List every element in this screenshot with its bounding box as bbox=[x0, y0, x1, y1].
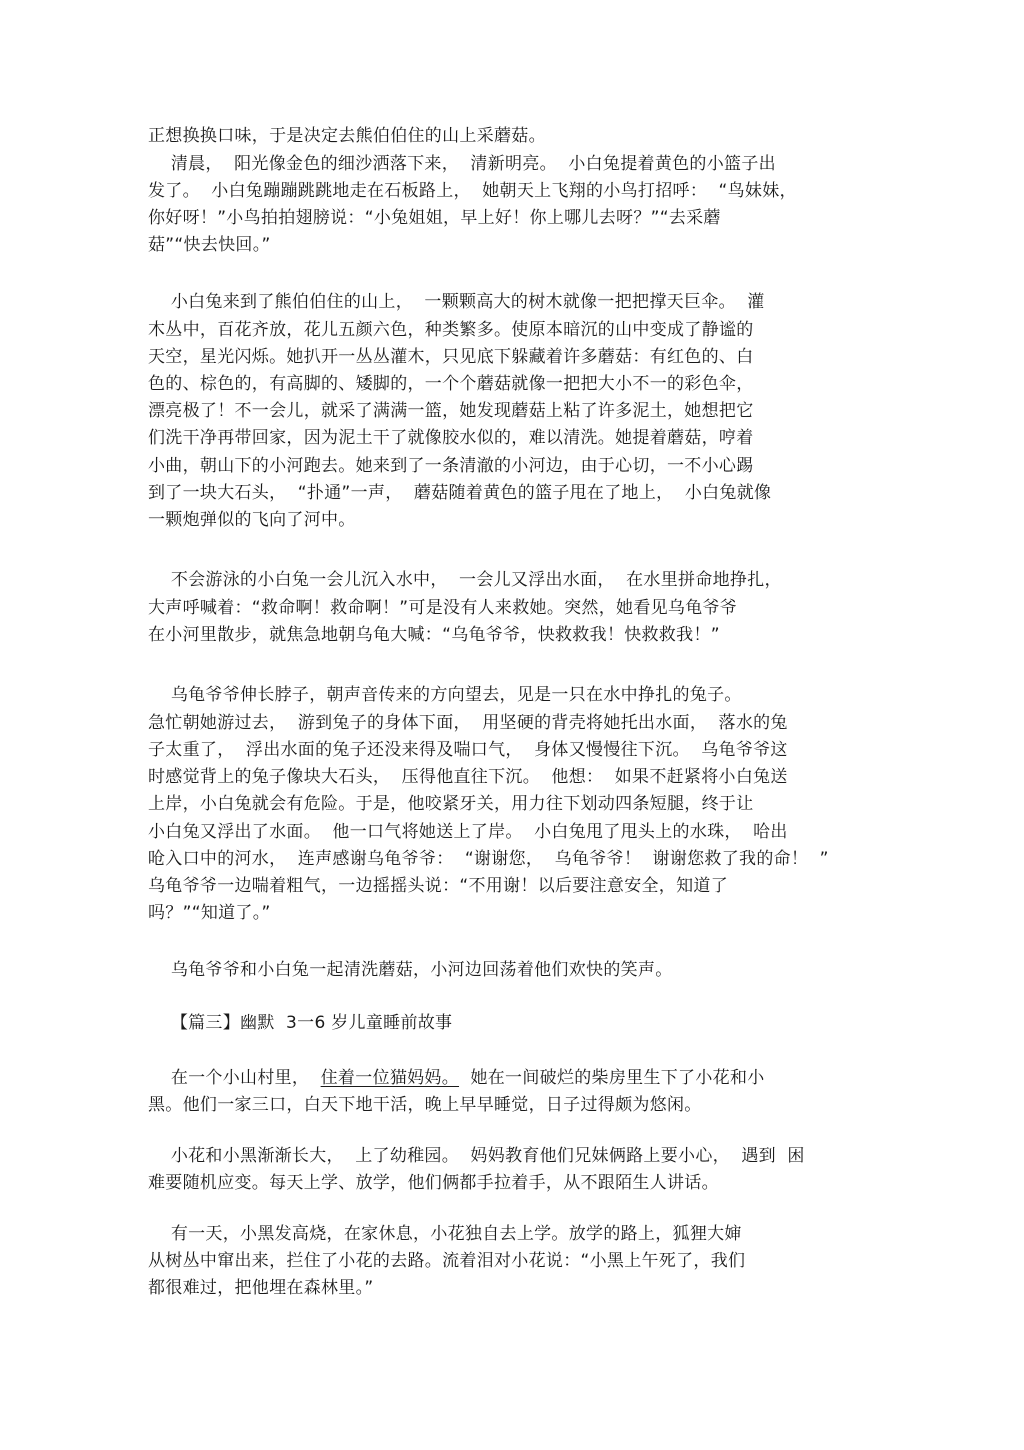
text-line: 子太重了， 浮出水面的兔子还没来得及喘口气， 身体又慢慢往下沉。 乌龟爷爷这 bbox=[148, 740, 788, 760]
text-line: 不会游泳的小白兔一会儿沉入水中， 一会儿又浮出水面， 在水里拼命地挣扎， bbox=[148, 570, 782, 590]
text-line: 一颗炮弹似的飞向了河中。 bbox=[148, 510, 356, 530]
text-line: 到了一块大石头， “扑通”一声， 蘑菇随着黄色的篮子甩在了地上， 小白兔就像 bbox=[148, 483, 772, 503]
text-line: 乌龟爷爷一边喘着粗气，一边摇摇头说：“不用谢！以后要注意安全，知道了 bbox=[148, 876, 729, 896]
text-line: 都很难过，把他埋在森林里。” bbox=[148, 1278, 374, 1298]
text-line: 木丛中，百花齐放，花儿五颜六色，种类繁多。使原本暗沉的山中变成了静谧的 bbox=[148, 320, 754, 340]
text-line: 在小河里散步，就焦急地朝乌龟大喊：“乌龟爷爷，快救救我！快救救我！” bbox=[148, 625, 720, 645]
text-line bbox=[148, 1066, 765, 1090]
text-line: 小曲，朝山下的小河跑去。她来到了一条清澈的小河边，由于心切，一不小心踢 bbox=[148, 456, 754, 476]
text-line: 清晨， 阳光像金色的细沙洒落下来， 清新明亮。 小白兔提着黄色的小篮子出 bbox=[148, 154, 776, 174]
text-line: 色的、棕色的，有高脚的、矮脚的，一个个蘑菇就像一把把大小不一的彩色伞， bbox=[148, 374, 754, 394]
text-line: 乌龟爷爷伸长脖子，朝声音传来的方向望去，见是一只在水中挣扎的兔子。 bbox=[148, 685, 742, 705]
text-line: 大声呼喊着：“救命啊！救命啊！”可是没有人来救她。突然，她看见乌龟爷爷 bbox=[148, 598, 738, 618]
text-line: 小花和小黑渐渐长大， 上了幼稚园。 妈妈教育他们兄妹俩路上要小心， 遇到 困 bbox=[148, 1146, 805, 1166]
text-line: 有一天，小黑发高烧，在家休息，小花独自去上学。放学的路上，狐狸大婶 bbox=[148, 1224, 742, 1244]
underlined-text: 住着一位猫妈妈。 bbox=[320, 1068, 460, 1088]
text-line: 正想换换口味，于是决定去熊伯伯住的山上采蘑菇。 bbox=[148, 126, 546, 146]
text-line: 从树丛中窜出来，拦住了小花的去路。流着泪对小花说：“小黑上午死了，我们 bbox=[148, 1251, 746, 1271]
section-heading: 【篇三】幽默 3一6 岁儿童睡前故事 bbox=[148, 1013, 453, 1033]
text-line: 黑。他们一家三口，白天下地干活，晚上早早睡觉，日子过得颇为悠闲。 bbox=[148, 1095, 702, 1115]
text-line: 吗？”“知道了。” bbox=[148, 903, 271, 923]
text-line: 漂亮极了！不一会儿，就采了满满一篮，她发现蘑菇上粘了许多泥土，她想把它 bbox=[148, 401, 754, 421]
text-line: 菇”“快去快回。” bbox=[148, 235, 271, 255]
text-line: 时感觉背上的兔子像块大石头， 压得他直往下沉。 他想： 如果不赶紧将小白兔送 bbox=[148, 767, 788, 787]
text-line: 呛入口中的河水， 连声感谢乌龟爷爷： “谢谢您， 乌龟爷爷！ 谢谢您救了我的命！ ” bbox=[148, 849, 829, 869]
text-line: 们洗干净再带回家，因为泥土干了就像胶水似的，难以清洗。她提着蘑菇，哼着 bbox=[148, 428, 754, 448]
text-segment: 她在一间破烂的柴房里生下了小花和小 bbox=[459, 1068, 765, 1088]
text-line: 难要随机应变。每天上学、放学，他们俩都手拉着手，从不跟陌生人讲话。 bbox=[148, 1173, 719, 1193]
text-line: 急忙朝她游过去， 游到兔子的身体下面， 用坚硬的背壳将她托出水面， 落水的兔 bbox=[148, 713, 788, 733]
text-segment: 在一个小山村里， bbox=[148, 1068, 321, 1088]
text-line: 小白兔又浮出了水面。 他一口气将她送上了岸。 小白兔甩了甩头上的水珠， 哈出 bbox=[148, 822, 788, 842]
text-line: 发了。 小白兔蹦蹦跳跳地走在石板路上， 她朝天上飞翔的小鸟打招呼： “鸟妹妹， bbox=[148, 181, 797, 201]
text-line: 乌龟爷爷和小白兔一起清洗蘑菇，小河边回荡着他们欢快的笑声。 bbox=[148, 960, 673, 980]
text-line: 小白兔来到了熊伯伯住的山上， 一颗颗高大的树木就像一把把撑天巨伞。 灌 bbox=[148, 292, 765, 312]
text-line: 天空，星光闪烁。她扒开一丛丛灌木，只见底下躲藏着许多蘑菇：有红色的、白 bbox=[148, 347, 754, 367]
text-line: 你好呀！”小鸟拍拍翅膀说：“小兔姐姐，早上好！你上哪儿去呀？”“去采蘑 bbox=[148, 208, 721, 228]
text-line: 上岸，小白兔就会有危险。于是，他咬紧牙关，用力往下划动四条短腿，终于让 bbox=[148, 794, 754, 814]
